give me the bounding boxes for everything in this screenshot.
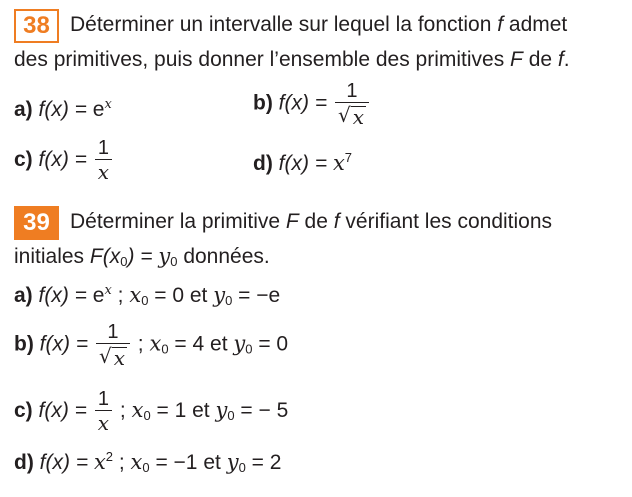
y0-value: 0 bbox=[276, 332, 289, 356]
power-base: x bbox=[332, 151, 345, 175]
text: de bbox=[298, 210, 334, 233]
text: vérifiant les conditions bbox=[339, 210, 553, 233]
text: F(x bbox=[89, 245, 121, 268]
item-label: a) bbox=[14, 98, 33, 121]
denominator bbox=[96, 343, 130, 369]
equals: = bbox=[245, 451, 270, 474]
separator: ; bbox=[111, 284, 130, 307]
conjunction: et bbox=[184, 284, 214, 307]
exercise-38-item-c bbox=[14, 137, 114, 184]
text: ) = bbox=[127, 245, 159, 268]
text: admet bbox=[503, 13, 568, 36]
radical-sign-icon: √ bbox=[98, 344, 112, 368]
fraction bbox=[96, 321, 130, 369]
conjunction: et bbox=[197, 451, 227, 474]
subscript: 0 bbox=[142, 460, 150, 475]
x-symbol: x bbox=[131, 398, 144, 423]
text: initiales bbox=[14, 245, 90, 268]
function-lhs: f(x) = bbox=[39, 451, 94, 474]
exercise-39-number: 39 bbox=[14, 206, 59, 240]
subscript: 0 bbox=[225, 293, 233, 308]
exercise-38-instruction-line2 bbox=[14, 48, 570, 72]
y-symbol: y bbox=[215, 398, 228, 423]
conjunction: et bbox=[204, 332, 234, 356]
exponent: x bbox=[104, 283, 112, 298]
text: f bbox=[333, 210, 340, 233]
separator: ; bbox=[114, 399, 132, 423]
exercise-39-item-a bbox=[14, 283, 280, 308]
y0-value: 2 bbox=[269, 451, 282, 474]
power-base: x bbox=[93, 450, 106, 474]
separator: ; bbox=[113, 451, 131, 474]
equals: = bbox=[150, 399, 175, 423]
x-symbol: x bbox=[129, 283, 142, 307]
radicand: x bbox=[113, 346, 125, 370]
text: Déterminer la primitive bbox=[70, 210, 286, 233]
exercise-38-item-a bbox=[14, 97, 112, 122]
x-symbol: x bbox=[130, 450, 143, 474]
exercise-39-item-b bbox=[14, 321, 288, 369]
text: de bbox=[522, 48, 558, 71]
function-lhs: f(x) = bbox=[38, 98, 93, 121]
numerator: 1 bbox=[97, 388, 109, 410]
exponent: x bbox=[104, 97, 112, 112]
subscript: 0 bbox=[161, 341, 169, 357]
exercise-39-instruction-line2 bbox=[14, 244, 270, 269]
radical-sign-icon: √ bbox=[337, 103, 351, 127]
denominator bbox=[335, 102, 369, 128]
exercise-38-item-b bbox=[253, 80, 371, 128]
item-label: d) bbox=[14, 451, 34, 474]
item-label: c) bbox=[14, 148, 33, 172]
exercise-39-item-d bbox=[14, 449, 281, 475]
function-lhs: f(x) = bbox=[38, 148, 93, 172]
numerator: 1 bbox=[97, 137, 109, 159]
separator: ; bbox=[131, 332, 150, 356]
text: f bbox=[557, 48, 564, 71]
subscript: 0 bbox=[170, 254, 178, 269]
y-symbol: y bbox=[226, 450, 239, 474]
exponent: 2 bbox=[105, 449, 114, 464]
equals: = bbox=[168, 332, 193, 356]
conjunction: et bbox=[186, 399, 216, 423]
item-label: b) bbox=[253, 91, 273, 115]
y0-value: −e bbox=[256, 284, 281, 307]
equals: = bbox=[252, 332, 277, 356]
text: F bbox=[510, 48, 523, 71]
exercise-38-item-d bbox=[253, 150, 352, 176]
item-label: c) bbox=[14, 399, 33, 423]
equals: = bbox=[234, 399, 259, 423]
x0-value: 1 bbox=[174, 399, 187, 423]
radicand: x bbox=[352, 105, 364, 129]
exponent: 7 bbox=[344, 150, 353, 165]
fraction bbox=[335, 80, 369, 128]
function-lhs: f(x) = bbox=[38, 399, 93, 423]
x0-value: −1 bbox=[173, 451, 198, 474]
exp-base: e bbox=[92, 98, 105, 121]
x0-value: 4 bbox=[192, 332, 205, 356]
function-lhs: f(x) = bbox=[278, 152, 333, 175]
subscript: 0 bbox=[141, 293, 149, 308]
sqrt bbox=[338, 103, 366, 127]
text: y bbox=[158, 244, 171, 268]
fraction bbox=[95, 388, 112, 435]
text: F bbox=[285, 210, 299, 233]
fraction bbox=[95, 137, 112, 184]
item-label: b) bbox=[14, 332, 34, 356]
exercise-38-instruction-line1 bbox=[70, 13, 567, 37]
numerator: 1 bbox=[346, 80, 358, 102]
sqrt bbox=[99, 344, 127, 368]
function-lhs: f(x) = bbox=[38, 284, 93, 307]
equals: = bbox=[148, 284, 173, 307]
denominator: x bbox=[95, 159, 112, 184]
text: données. bbox=[177, 245, 270, 268]
subscript: 0 bbox=[245, 341, 253, 357]
subscript: 0 bbox=[238, 460, 246, 475]
function-lhs: f(x) = bbox=[278, 91, 333, 115]
x0-value: 0 bbox=[172, 284, 185, 307]
subscript: 0 bbox=[143, 408, 151, 424]
y-symbol: y bbox=[233, 331, 246, 356]
item-label: a) bbox=[14, 284, 33, 307]
equals: = bbox=[149, 451, 174, 474]
y-symbol: y bbox=[213, 283, 226, 307]
text: Déterminer un intervalle sur lequel la fonction bbox=[70, 13, 498, 36]
text: des primitives, puis donner l’ensemble des primitives bbox=[14, 48, 511, 71]
equals: = bbox=[232, 284, 257, 307]
exercise-39-item-c bbox=[14, 388, 288, 435]
text: . bbox=[563, 48, 570, 71]
exercise-39-instruction-line1 bbox=[70, 210, 552, 234]
x-symbol: x bbox=[149, 331, 162, 356]
denominator: x bbox=[95, 410, 112, 435]
subscript: 0 bbox=[120, 254, 128, 269]
subscript: 0 bbox=[227, 408, 235, 424]
numerator: 1 bbox=[107, 321, 119, 343]
y0-value: − 5 bbox=[258, 399, 289, 423]
text: f bbox=[497, 13, 504, 36]
function-lhs: f(x) = bbox=[39, 332, 94, 356]
exp-base: e bbox=[92, 284, 105, 307]
item-label: d) bbox=[253, 152, 273, 175]
exercise-38-number: 38 bbox=[14, 9, 59, 43]
